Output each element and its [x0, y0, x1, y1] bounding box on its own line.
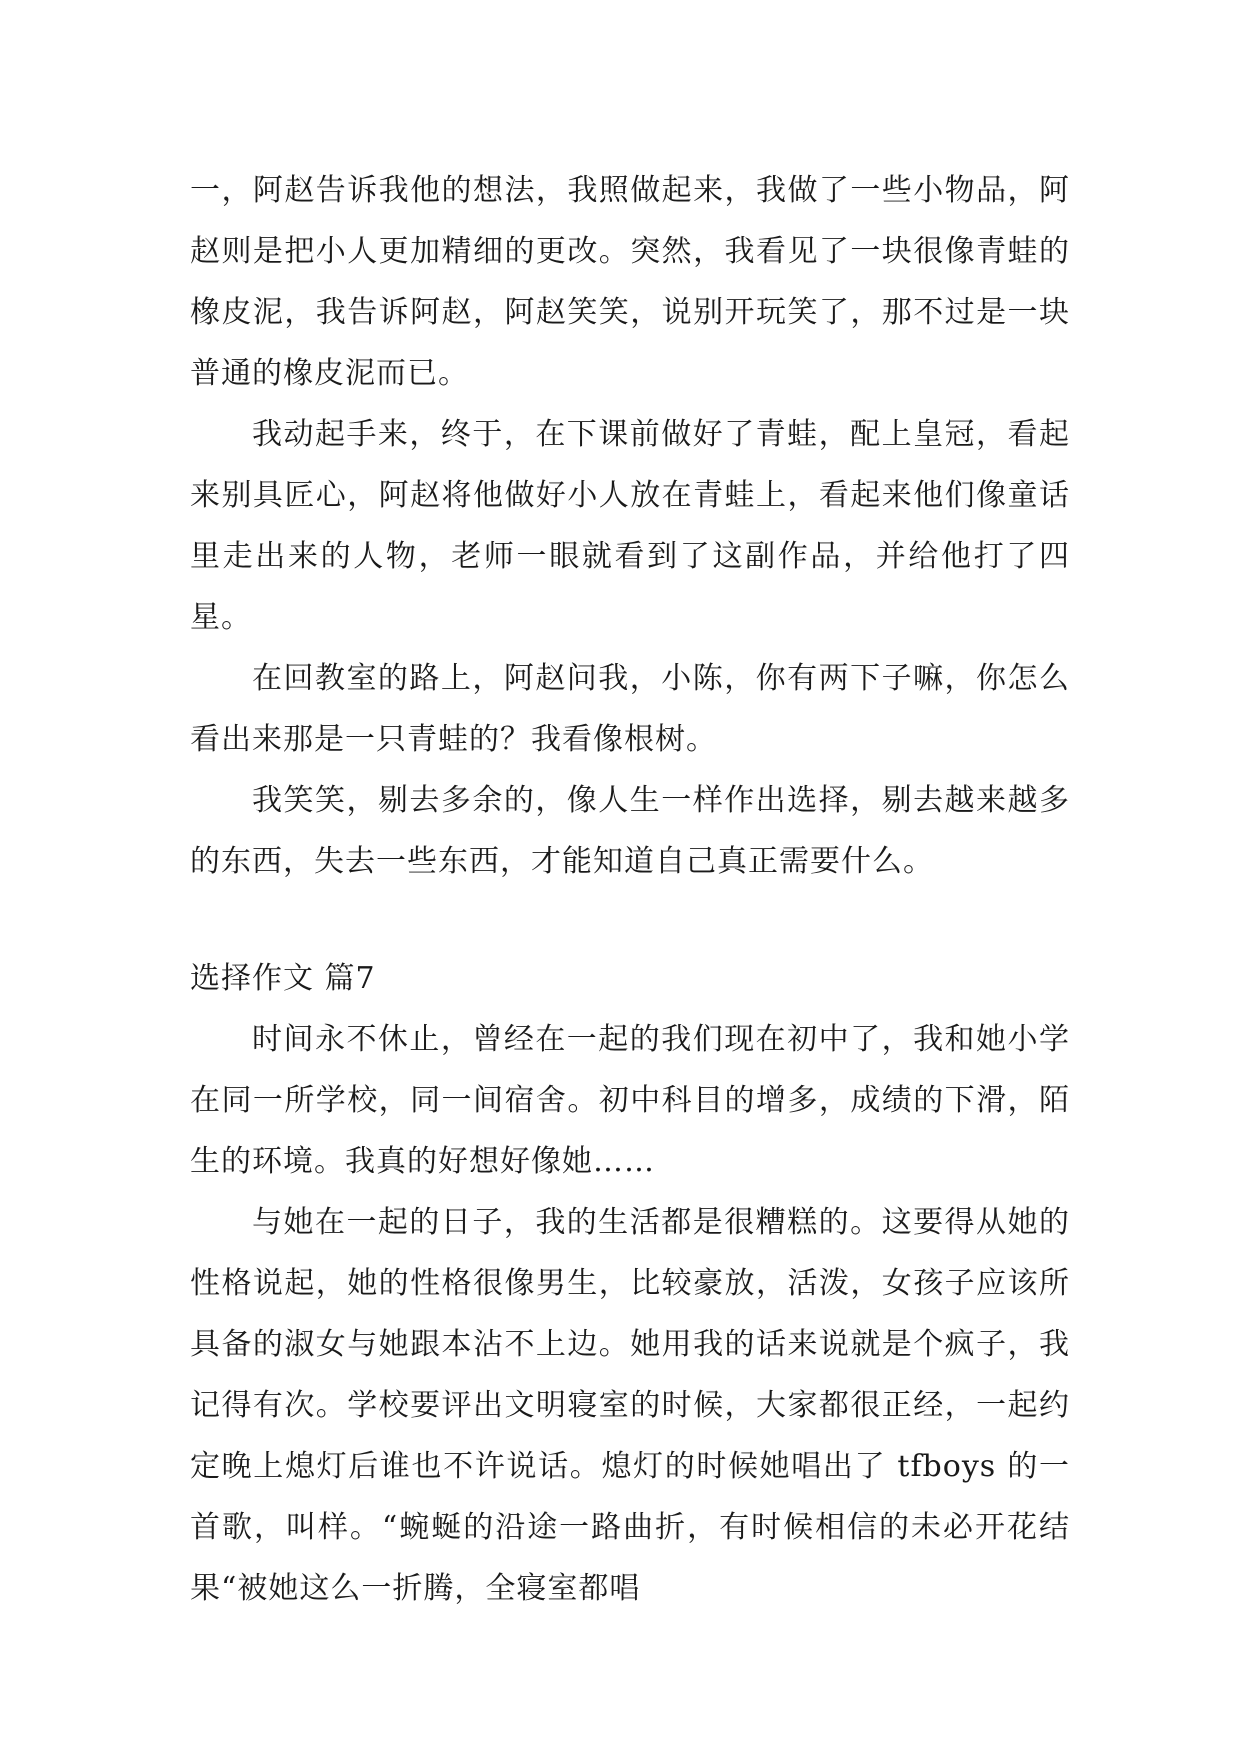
section-heading: 选择作文 篇7	[190, 961, 376, 996]
paragraph: 我笑笑，剔去多余的，像人生一样作出选择，剔去越来越多的东西，失去一些东西，才能知道自己真正需要什么。	[190, 783, 1070, 879]
paragraph: 在回教室的路上，阿赵问我，小陈，你有两下子嘛，你怎么看出来那是一只青蛙的？我看像根树。	[190, 661, 1070, 757]
paragraph: 我动起手来，终于，在下课前做好了青蛙，配上皇冠，看起来别具匠心，阿赵将他做好小人放在青蛙上，看起来他们像童话里走出来的人物，老师一眼就看到了这副作品，并给他打了四星。	[190, 417, 1070, 635]
paragraph: 与她在一起的日子，我的生活都是很糟糕的。这要得从她的性格说起，她的性格很像男生，比较豪放，活泼，女孩子应该所具备的淑女与她跟本沾不上边。她用我的话来说就是个疯子，我记得有次。学校要评出文明寝室的时候，大家都很正经，一起约定晚上熄灯后谁也不许说话。熄灯的时候她唱出了 tfboys 的一首歌，叫样。“蜿蜒的沿途一路曲折，有时候相信的未必开花结果“被她这么一折腾，全寝室都唱	[190, 1205, 1070, 1606]
paragraph: 一，阿赵告诉我他的想法，我照做起来，我做了一些小物品，阿赵则是把小人更加精细的更改。突然，我看见了一块很像青蛙的橡皮泥，我告诉阿赵，阿赵笑笑，说别开玩笑了，那不过是一块普通的橡皮泥而已。	[190, 173, 1070, 391]
paragraph: 时间永不休止，曾经在一起的我们现在初中了，我和她小学在同一所学校，同一间宿舍。初中科目的增多，成绩的下滑，陌生的环境。我真的好想好像她……	[190, 1022, 1070, 1179]
document-body	[190, 160, 1070, 1619]
